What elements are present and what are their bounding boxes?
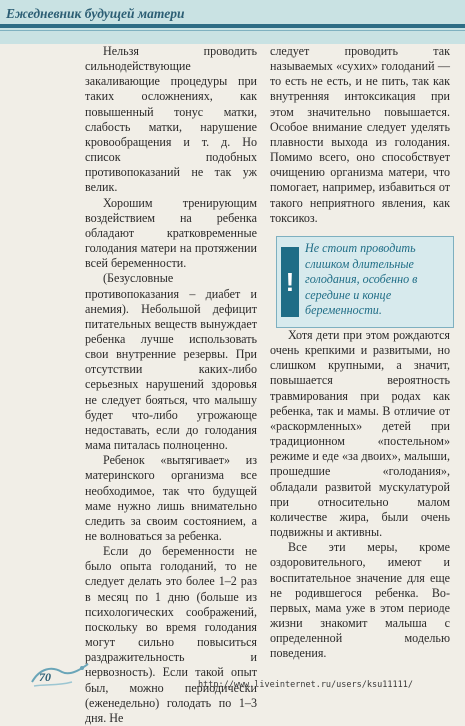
paragraph: Все эти меры, кроме оздоровительного, имеют и воспитательное значение для еще не родившегося ребенка. Во-первых, мама уже в этом периоде жизни знакомит малыша с определенной моделью поведения. bbox=[270, 540, 450, 661]
right-column-top bbox=[270, 44, 450, 226]
source-url: http://www.liveinternet.ru/users/ksu11111/ bbox=[198, 680, 413, 690]
paragraph: (Безусловные противопоказания – диабет и анемия). Небольшой дефицит питательных веществ вынуждает ребенка лучше использовать свои внутренние резервы. При отсутствии каких-либо серьезных нарушений здоровья не следует бояться, что малышу будет что-либо угрожающе недоставать, если до голодания мама питалась полноценно. bbox=[85, 271, 257, 453]
exclamation-icon: ! bbox=[281, 247, 299, 317]
paragraph: Хорошим тренирующим воздействием на ребенка обладают кратковременные голодания матери на протяжении всей беременности. bbox=[85, 195, 257, 271]
paragraph: Ребенок «вытягивает» из материнского организма все необходимое, так что будущей маме нужно лишь внимательно следить за своим состоянием, а не волноваться за ребенка. bbox=[85, 453, 257, 543]
header-rule bbox=[0, 24, 465, 28]
book-title: Ежедневник будущей матери bbox=[6, 6, 185, 21]
paragraph: Нельзя проводить сильнодействующие закаливающие процедуры при таких осложнениях, как повышенный тонус матки, слабость матки, нарушение кровообращения и т. д. Но список подобных противопоказаний не так уж велик. bbox=[85, 44, 257, 195]
note-text: Не стоит проводить слишком длительные голодания, особенно в середине и конце беременности. bbox=[305, 241, 418, 317]
flourish-icon bbox=[28, 660, 92, 690]
warning-note bbox=[276, 236, 454, 328]
paragraph: Если до беременности не было опыта голоданий, то не следует делать это более 1–2 раз в месяц по 1 дню (больше из психологических соображений, поскольку во время голодания могут сильно повыситься раздражительность и нервозность). Если такой опыт был, можно периодически (еженедельно) голодать по 1–3 дня. Не bbox=[85, 544, 257, 725]
page-number: 70 bbox=[39, 670, 51, 684]
right-column-bottom bbox=[270, 328, 450, 661]
running-header bbox=[0, 0, 465, 44]
left-column bbox=[85, 44, 257, 726]
header-thin-rule bbox=[0, 30, 465, 31]
paragraph: следует проводить так называемых «сухих» голоданий — то есть не есть, и не пить, так как внутренняя интоксикация при этом значительно повышается. Особое внимание следует уделять плавности выхода из голодания. Помимо всего, оно способствует очищению организма матери, что помогает, например, избавиться от такого неприятного явления, как токсикоз. bbox=[270, 44, 450, 225]
paragraph: Хотя дети при этом рождаются очень крепкими и развитыми, но слишком крупными, а значит, повышается вероятность травмирования при родах как ребенка, так и мамы. В отличие от «раскормленных» детей при традиционном «постельном» режиме и еде «за двоих», малыши, прошедшие «голодания», обладали развитой мускулатурой при относительно малом количестве жира, были очень подвижны и активны. bbox=[270, 328, 450, 540]
